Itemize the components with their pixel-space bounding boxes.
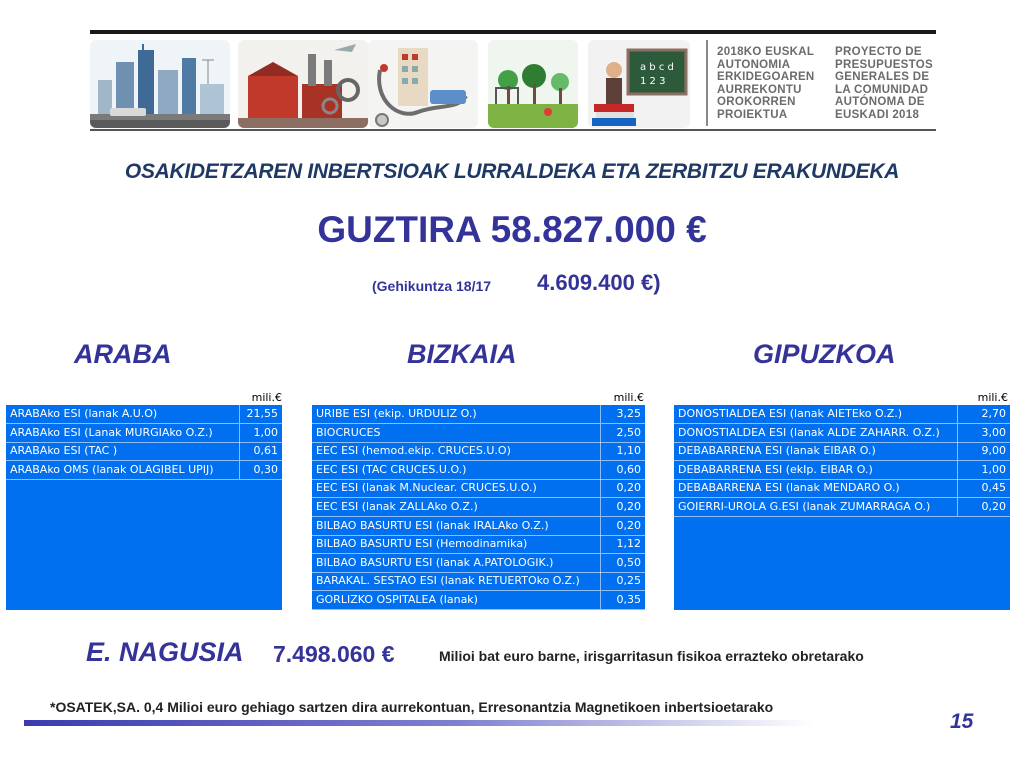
footnote: *OSATEK,SA. 0,4 Milioi euro gehiago sartzen dira aurrekontuan, Erresonantzia Magnetikoen inbertsioetarako (50, 699, 774, 715)
row-name: DEBABARRENA ESI (lanak EIBAR O.) (678, 444, 876, 458)
banner-top-rule (90, 30, 936, 34)
slide-subtitle: OSAKIDETZAREN INBERTSIOAK LURRALDEKA ETA ZERBITZU ERAKUNDEKA (124, 160, 900, 183)
row-name: GORLIZKO OSPITALEA (lanak) (316, 593, 478, 606)
footer-bar (24, 720, 814, 726)
general-label: E. NAGUSIA (86, 637, 244, 667)
row-name: BIOCRUCES (316, 425, 381, 439)
table-row-bizkaia (312, 591, 645, 610)
general-value: 7.498.060 € (273, 641, 395, 667)
row-name: DONOSTIALDEA ESI (lanak ALDE ZAHARR. O.Z.) (678, 425, 940, 439)
column-divider (600, 554, 601, 572)
column-divider (600, 461, 601, 479)
table-row-araba (6, 442, 282, 461)
total-amount: GUZTIRA 58.827.000 € (317, 209, 707, 250)
table-gipuzkoa (674, 405, 1010, 610)
column-divider (957, 498, 958, 516)
table-row-bizkaia (312, 498, 645, 517)
column-divider (239, 442, 240, 460)
region-title-gipuzkoa: GIPUZKOA (753, 339, 896, 369)
table-row-bizkaia (312, 461, 645, 480)
increase-value: 4.609.400 €) (537, 270, 661, 295)
column-divider (957, 461, 958, 479)
row-name: GOIERRI-UROLA G.ESI (lanak ZUMARRAGA O.) (678, 500, 931, 513)
column-divider (957, 405, 958, 423)
row-name: URIBE ESI (ekip. URDULIZ O.) (316, 407, 477, 420)
column-divider (239, 405, 240, 423)
table-row-gipuzkoa (674, 405, 1010, 424)
row-name: ARABAko ESI (TAC ) (10, 444, 118, 458)
table-row-bizkaia (312, 442, 645, 461)
row-name: ARABAko OMS (lanak OLAGIBEL UPIJ) (10, 462, 214, 476)
table-bizkaia (312, 405, 645, 610)
row-value: 1,10 (616, 444, 641, 458)
row-name: BARAKAL. SESTAO ESI (lanak RETUERTOko O.Z.) (316, 574, 580, 588)
row-value: 2,70 (981, 407, 1006, 420)
region-title-bizkaia: BIZKAIA (407, 339, 517, 369)
education-illustration (588, 40, 690, 128)
table-row-gipuzkoa (674, 442, 1010, 461)
row-name: EEC ESI (lanak ZALLAko O.Z.) (316, 500, 478, 513)
unit-label-bizkaia: mili.€ (613, 391, 644, 404)
svg-text:a b c d: a b c d (640, 62, 674, 73)
column-divider (600, 424, 601, 442)
table-row-gipuzkoa (674, 424, 1010, 443)
column-divider (957, 424, 958, 442)
column-divider (600, 535, 601, 553)
row-value: 0,60 (616, 462, 641, 476)
column-divider (600, 479, 601, 497)
table-row-gipuzkoa (674, 498, 1010, 517)
table-araba (6, 405, 282, 610)
column-divider (600, 572, 601, 590)
unit-label-araba: mili.€ (251, 391, 282, 404)
banner-bottom-rule (90, 129, 936, 131)
table-row-gipuzkoa (674, 461, 1010, 480)
banner-title-spanish: PROYECTO DE PRESUPUESTOS GENERALES DE LA COMUNIDAD AUTÓNOMA DE EUSKADI 2018 (835, 46, 933, 121)
row-value: 1,00 (981, 462, 1006, 476)
row-value: 0,20 (616, 500, 641, 513)
row-value: 3,25 (616, 407, 641, 420)
column-divider (600, 442, 601, 460)
row-value: 0,20 (981, 500, 1006, 513)
row-name: EEC ESI (lanak M.Nuclear. CRUCES.U.O.) (316, 481, 537, 495)
row-name: ARABAko ESI (lanak A.U.O) (10, 407, 158, 420)
column-divider (239, 461, 240, 479)
row-value: 2,50 (616, 425, 641, 439)
row-name: ARABAko ESI (Lanak MURGIAko O.Z.) (10, 425, 213, 439)
table-row-bizkaia (312, 479, 645, 498)
park-illustration (488, 40, 578, 128)
row-value: 0,45 (981, 481, 1006, 495)
general-note: Milioi bat euro barne, irisgarritasun fisikoa errazteko obretarako (439, 648, 864, 664)
row-name: EEC ESI (TAC CRUCES.U.O.) (316, 462, 467, 476)
row-value: 3,00 (981, 425, 1006, 439)
row-value: 9,00 (981, 444, 1006, 458)
column-divider (239, 424, 240, 442)
column-divider (600, 498, 601, 516)
row-name: BILBAO BASURTU ESI (Hemodinamika) (316, 537, 528, 551)
row-value: 0,25 (616, 574, 641, 588)
table-row-bizkaia (312, 572, 645, 591)
banner-divider (706, 40, 708, 126)
column-divider (600, 591, 601, 609)
table-row-araba (6, 405, 282, 424)
row-name: DEBABARRENA ESI (ekIp. EIBAR O.) (678, 462, 873, 476)
row-value: 1,00 (253, 425, 278, 439)
table-row-gipuzkoa (674, 479, 1010, 498)
page-number: 15 (950, 710, 974, 733)
row-value: 0,20 (616, 518, 641, 532)
table-row-bizkaia (312, 517, 645, 536)
table-row-bizkaia (312, 554, 645, 573)
banner-title-basque: 2018KO EUSKAL AUTONOMIA ERKIDEGOAREN AURREKONTU OROKORREN PROIEKTUA (717, 46, 815, 121)
row-value: 1,12 (616, 537, 641, 551)
table-row-bizkaia (312, 405, 645, 424)
row-value: 0,20 (616, 481, 641, 495)
column-divider (600, 405, 601, 423)
column-divider (957, 442, 958, 460)
table-row-araba (6, 424, 282, 443)
health-illustration (368, 40, 478, 128)
row-name: DEBABARRENA ESI (lanak MENDARO O.) (678, 481, 900, 495)
row-value: 0,50 (616, 555, 641, 569)
city-skyline-illustration (90, 40, 230, 128)
row-value: 0,35 (616, 593, 641, 606)
svg-text:1 2 3: 1 2 3 (640, 76, 666, 87)
row-name: BILBAO BASURTU ESI (lanak IRALAko O.Z.) (316, 518, 549, 532)
table-row-bizkaia (312, 535, 645, 554)
unit-label-gipuzkoa: mili.€ (977, 391, 1008, 404)
table-row-araba (6, 461, 282, 480)
increase-label: (Gehikuntza 18/17 (372, 278, 492, 294)
column-divider (600, 517, 601, 535)
industry-illustration (238, 40, 368, 128)
row-name: EEC ESI (hemod.ekip. CRUCES.U.O) (316, 444, 511, 458)
region-title-araba: ARABA (74, 339, 172, 369)
row-name: BILBAO BASURTU ESI (lanak A.PATOLOGIK.) (316, 555, 554, 569)
table-row-bizkaia (312, 424, 645, 443)
column-divider (957, 479, 958, 497)
row-value: 0,30 (253, 462, 278, 476)
row-value: 21,55 (246, 407, 278, 420)
row-name: DONOSTIALDEA ESI (lanak AIETEko O.Z.) (678, 407, 903, 420)
row-value: 0,61 (253, 444, 278, 458)
